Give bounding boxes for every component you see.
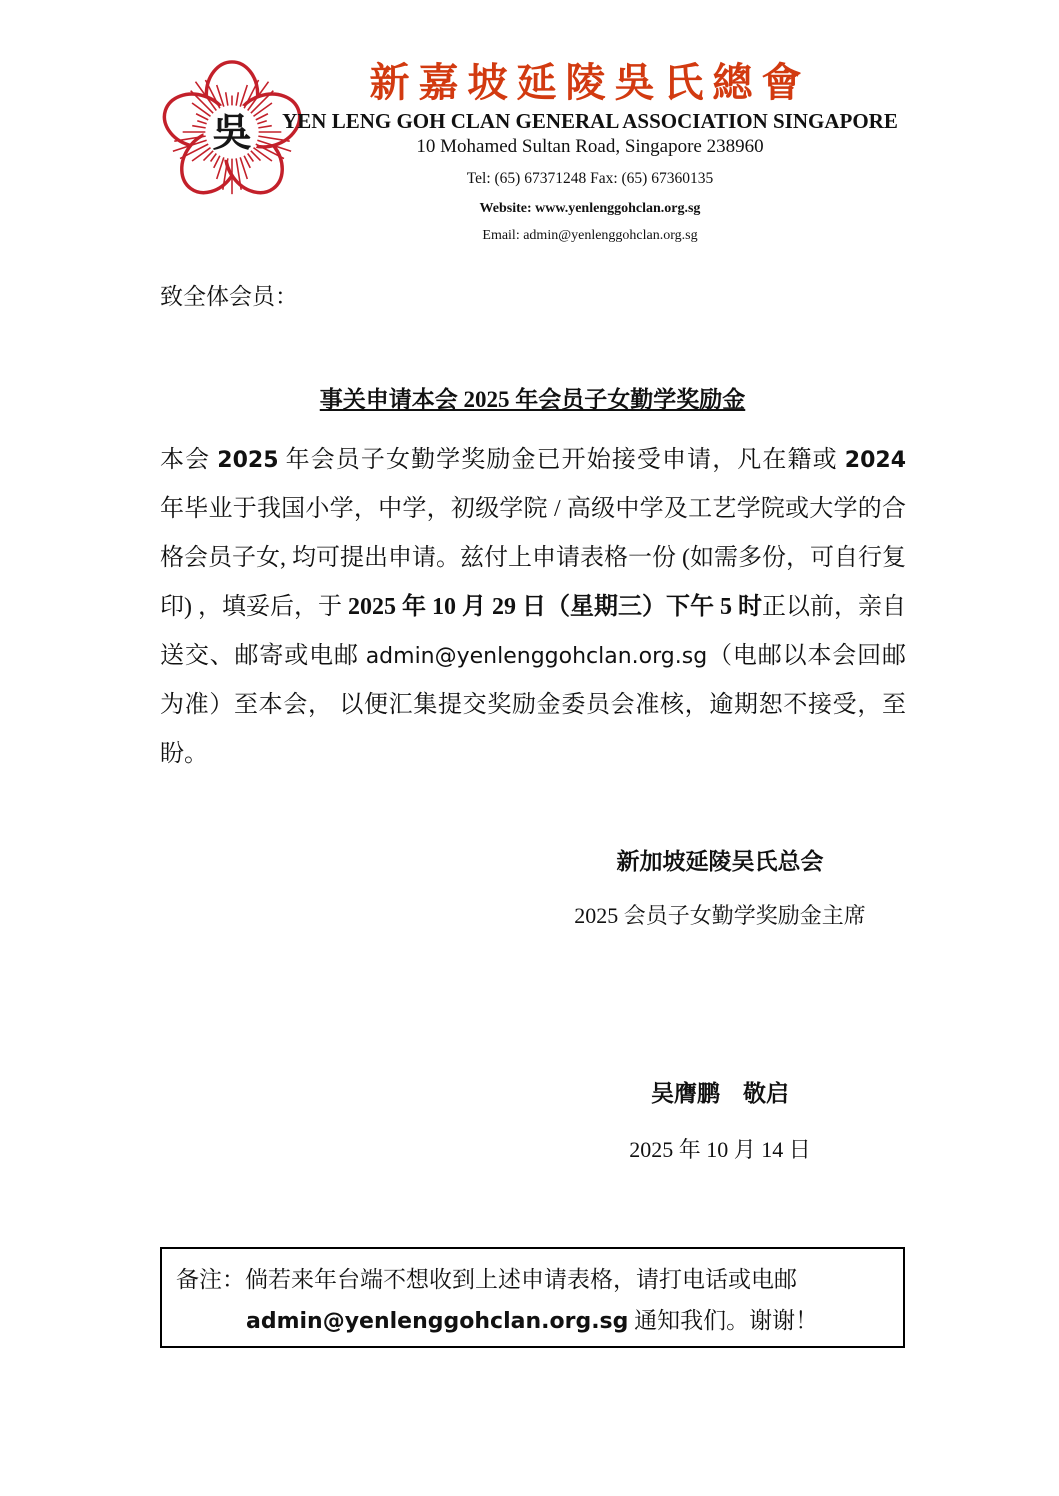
remark-box <box>160 1247 905 1348</box>
signature-organization: 新加坡延陵吴氏总会 <box>616 849 824 874</box>
association-address: 10 Mohamed Sultan Road, Singapore 238960 <box>416 136 764 157</box>
signature-role: 2025 会员子女勤学奖励金主席 <box>574 903 866 928</box>
tel-fax-line: Tel: (65) 67371248 Fax: (65) 67360135 <box>466 170 714 187</box>
subject-line: 事关申请本会 2025 年会员子女勤学奖励金 <box>319 387 746 412</box>
body-text: 年会员子女勤学奖励金已开始接受申请，凡在籍或 <box>278 447 845 473</box>
year-2025: 2025 <box>217 448 279 473</box>
body-text: 本会 <box>160 447 218 473</box>
body-text: 年毕业于我国小学，中学，初级学院 / 高级中学及工艺学院或大学的合格会员子女, 均可提出申请。兹付上申请表格一份 (如需多份，可自行复印) ，填妥后，于 <box>160 496 906 620</box>
email-line: Email: admin@yenlenggohclan.org.sg <box>482 228 698 243</box>
website-line: Website: www.yenlenggohclan.org.sg <box>479 201 701 216</box>
body-text: 正以前，亲自送交、邮寄或电邮 <box>160 594 906 669</box>
remark-line1: 备注：倘若来年台端不想收到上述申请表格，请打电话或电邮 <box>176 1267 797 1292</box>
signature-date: 2025 年 10 月 14 日 <box>629 1137 811 1162</box>
remark-text: 通知我们。谢谢！ <box>628 1308 819 1333</box>
association-name-english: YEN LENG GOH CLAN GENERAL ASSOCIATION SINGAPORE <box>282 109 898 133</box>
deadline-text: 2025 年 10 月 29 日（星期三）下午 5 时 <box>348 594 762 620</box>
remark-email-address: admin@yenlenggohclan.org.sg <box>246 1309 629 1334</box>
body-paragraph <box>160 436 906 779</box>
logo-character: 吳 <box>212 110 252 155</box>
body-text: （电邮以本会回邮为准）至本会， 以便汇集提交奖励金委员会准核，逾期恕不接受，至盼。 <box>160 643 907 767</box>
signature-name: 吴膺鹏 敬启 <box>651 1081 789 1106</box>
association-name-chinese: 新嘉坡延陵吳氏總會 <box>369 60 811 105</box>
remark-line2 <box>246 1300 889 1342</box>
letterhead <box>240 60 940 246</box>
salutation: 致全体会员： <box>160 284 298 309</box>
body-email-address: admin@yenlenggohclan.org.sg <box>365 644 708 669</box>
year-2024: 2024 <box>844 448 906 473</box>
